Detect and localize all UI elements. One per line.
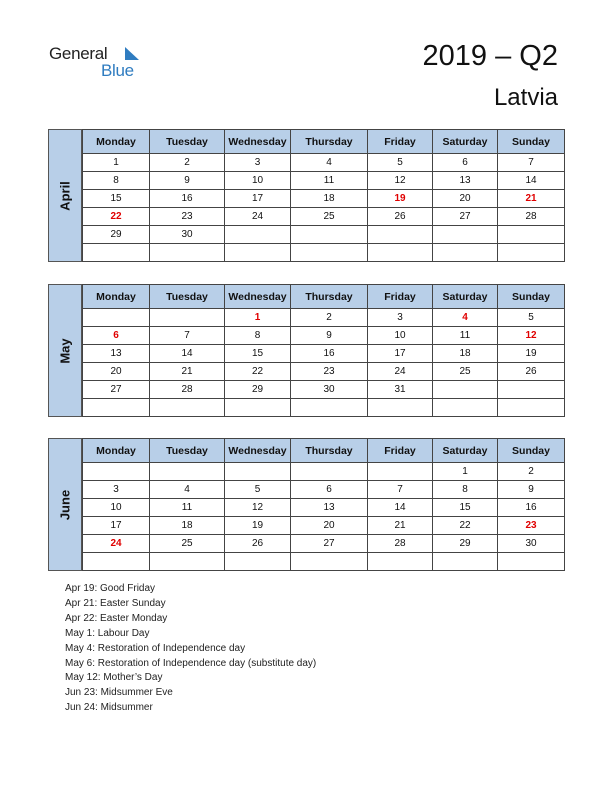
day-cell: 19 xyxy=(225,517,291,535)
empty-day-cell xyxy=(150,463,225,481)
week-row xyxy=(83,226,565,244)
weekday-header: Saturday xyxy=(433,439,498,463)
weekday-header: Friday xyxy=(368,285,433,309)
empty-day-cell xyxy=(291,244,368,262)
day-cell: 28 xyxy=(368,535,433,553)
holiday-note: Apr 22: Easter Monday xyxy=(65,612,168,624)
empty-day-cell xyxy=(368,244,433,262)
brand-blue: Blue xyxy=(101,61,134,80)
week-row xyxy=(83,309,565,327)
holiday-day-cell: 19 xyxy=(368,190,433,208)
empty-day-cell xyxy=(225,463,291,481)
day-cell: 18 xyxy=(291,190,368,208)
day-cell: 20 xyxy=(83,363,150,381)
day-cell: 24 xyxy=(368,363,433,381)
day-cell: 22 xyxy=(225,363,291,381)
empty-day-cell xyxy=(368,463,433,481)
empty-day-cell xyxy=(498,226,565,244)
day-cell: 29 xyxy=(83,226,150,244)
day-cell: 11 xyxy=(150,499,225,517)
holiday-note: May 1: Labour Day xyxy=(65,627,150,639)
day-cell: 26 xyxy=(225,535,291,553)
empty-day-cell xyxy=(150,309,225,327)
day-cell: 3 xyxy=(368,309,433,327)
empty-day-cell xyxy=(498,399,565,417)
empty-day-cell xyxy=(83,244,150,262)
weekday-header: Saturday xyxy=(433,130,498,154)
weekday-header: Tuesday xyxy=(150,439,225,463)
empty-day-cell xyxy=(225,399,291,417)
empty-day-cell xyxy=(498,244,565,262)
flag-icon xyxy=(123,47,141,63)
day-cell: 13 xyxy=(291,499,368,517)
holiday-day-cell: 4 xyxy=(433,309,498,327)
day-cell: 5 xyxy=(368,154,433,172)
holiday-note: May 4: Restoration of Independence day xyxy=(65,642,246,654)
day-cell: 22 xyxy=(433,517,498,535)
day-cell: 14 xyxy=(150,345,225,363)
day-cell: 15 xyxy=(433,499,498,517)
day-cell: 1 xyxy=(83,154,150,172)
weekday-header: Monday xyxy=(83,130,150,154)
holiday-day-cell: 21 xyxy=(498,190,565,208)
day-cell: 17 xyxy=(368,345,433,363)
empty-day-cell xyxy=(433,226,498,244)
month-label xyxy=(48,284,82,417)
day-cell: 16 xyxy=(291,345,368,363)
weekday-header: Wednesday xyxy=(225,439,291,463)
day-cell: 29 xyxy=(225,381,291,399)
empty-day-cell xyxy=(368,226,433,244)
month-table xyxy=(82,438,565,571)
empty-day-cell xyxy=(83,309,150,327)
week-row xyxy=(83,363,565,381)
day-cell: 8 xyxy=(433,481,498,499)
country-name: Latvia xyxy=(493,84,558,111)
day-cell: 20 xyxy=(291,517,368,535)
weekday-header: Wednesday xyxy=(225,130,291,154)
day-cell: 3 xyxy=(225,154,291,172)
empty-day-cell xyxy=(433,553,498,571)
day-cell: 27 xyxy=(83,381,150,399)
day-cell: 10 xyxy=(83,499,150,517)
empty-day-cell xyxy=(433,244,498,262)
week-row xyxy=(83,172,565,190)
week-row xyxy=(83,190,565,208)
day-cell: 15 xyxy=(83,190,150,208)
holiday-note: Apr 19: Good Friday xyxy=(65,583,156,594)
holiday-day-cell: 6 xyxy=(83,327,150,345)
holiday-note: Apr 21: Easter Sunday xyxy=(65,597,166,609)
day-cell: 20 xyxy=(433,190,498,208)
weekday-header: Monday xyxy=(83,439,150,463)
day-cell: 11 xyxy=(433,327,498,345)
month-name: April xyxy=(57,180,73,211)
day-cell: 9 xyxy=(498,481,565,499)
holiday-note: May 12: Mother’s Day xyxy=(65,672,163,684)
day-cell: 6 xyxy=(291,481,368,499)
weekday-header: Sunday xyxy=(498,130,565,154)
empty-day-cell xyxy=(83,553,150,571)
empty-day-cell xyxy=(225,226,291,244)
week-row xyxy=(83,345,565,363)
day-cell: 25 xyxy=(291,208,368,226)
day-cell: 2 xyxy=(498,463,565,481)
day-cell: 1 xyxy=(433,463,498,481)
empty-day-cell xyxy=(498,381,565,399)
day-cell: 12 xyxy=(368,172,433,190)
day-cell: 24 xyxy=(225,208,291,226)
empty-day-cell xyxy=(291,399,368,417)
day-cell: 18 xyxy=(433,345,498,363)
day-cell: 5 xyxy=(498,309,565,327)
month-label xyxy=(48,129,82,262)
week-row xyxy=(83,399,565,417)
day-cell: 4 xyxy=(150,481,225,499)
weekday-header-row xyxy=(83,285,565,309)
day-cell: 30 xyxy=(291,381,368,399)
day-cell: 26 xyxy=(368,208,433,226)
week-row xyxy=(83,381,565,399)
weekday-header: Saturday xyxy=(433,285,498,309)
week-row xyxy=(83,244,565,262)
week-row xyxy=(83,517,565,535)
day-cell: 6 xyxy=(433,154,498,172)
day-cell: 23 xyxy=(291,363,368,381)
day-cell: 7 xyxy=(498,154,565,172)
day-cell: 16 xyxy=(498,499,565,517)
day-cell: 26 xyxy=(498,363,565,381)
day-cell: 27 xyxy=(291,535,368,553)
day-cell: 10 xyxy=(225,172,291,190)
empty-day-cell xyxy=(150,553,225,571)
day-cell: 11 xyxy=(291,172,368,190)
holiday-day-cell: 24 xyxy=(83,535,150,553)
day-cell: 13 xyxy=(83,345,150,363)
day-cell: 17 xyxy=(83,517,150,535)
holiday-notes xyxy=(65,582,316,716)
month-name: June xyxy=(57,489,73,520)
empty-day-cell xyxy=(433,399,498,417)
brand-general: General xyxy=(49,44,108,63)
empty-day-cell xyxy=(150,244,225,262)
holiday-day-cell: 23 xyxy=(498,517,565,535)
day-cell: 8 xyxy=(83,172,150,190)
week-row xyxy=(83,327,565,345)
holiday-day-cell: 22 xyxy=(83,208,150,226)
week-row xyxy=(83,208,565,226)
day-cell: 19 xyxy=(498,345,565,363)
day-cell: 7 xyxy=(368,481,433,499)
empty-day-cell xyxy=(225,553,291,571)
empty-day-cell xyxy=(368,553,433,571)
week-row xyxy=(83,499,565,517)
empty-day-cell xyxy=(150,399,225,417)
empty-day-cell xyxy=(83,463,150,481)
weekday-header: Thursday xyxy=(291,130,368,154)
weekday-header-row xyxy=(83,439,565,463)
weekday-header: Tuesday xyxy=(150,285,225,309)
day-cell: 28 xyxy=(498,208,565,226)
empty-day-cell xyxy=(291,553,368,571)
day-cell: 15 xyxy=(225,345,291,363)
day-cell: 2 xyxy=(291,309,368,327)
weekday-header: Wednesday xyxy=(225,285,291,309)
day-cell: 9 xyxy=(291,327,368,345)
day-cell: 21 xyxy=(150,363,225,381)
weekday-header-row xyxy=(83,130,565,154)
day-cell: 10 xyxy=(368,327,433,345)
day-cell: 2 xyxy=(150,154,225,172)
month-label xyxy=(48,438,82,571)
day-cell: 8 xyxy=(225,327,291,345)
empty-day-cell xyxy=(498,553,565,571)
empty-day-cell xyxy=(225,244,291,262)
day-cell: 14 xyxy=(368,499,433,517)
day-cell: 29 xyxy=(433,535,498,553)
day-cell: 4 xyxy=(291,154,368,172)
day-cell: 25 xyxy=(433,363,498,381)
brand-logo xyxy=(49,44,149,84)
day-cell: 31 xyxy=(368,381,433,399)
holiday-note: May 6: Restoration of Independence day (substitute day) xyxy=(65,657,317,669)
empty-day-cell xyxy=(291,463,368,481)
weekday-header: Monday xyxy=(83,285,150,309)
holiday-note: Jun 23: Midsummer Eve xyxy=(65,687,173,699)
week-row xyxy=(83,463,565,481)
holiday-note: Jun 24: Midsummer xyxy=(65,702,153,714)
month-table xyxy=(82,284,565,417)
day-cell: 14 xyxy=(498,172,565,190)
day-cell: 12 xyxy=(225,499,291,517)
day-cell: 18 xyxy=(150,517,225,535)
empty-day-cell xyxy=(433,381,498,399)
week-row xyxy=(83,481,565,499)
day-cell: 7 xyxy=(150,327,225,345)
weekday-header: Friday xyxy=(368,439,433,463)
day-cell: 3 xyxy=(83,481,150,499)
week-row xyxy=(83,553,565,571)
day-cell: 30 xyxy=(498,535,565,553)
weekday-header: Friday xyxy=(368,130,433,154)
weekday-header: Tuesday xyxy=(150,130,225,154)
week-row xyxy=(83,154,565,172)
holiday-day-cell: 12 xyxy=(498,327,565,345)
empty-day-cell xyxy=(368,399,433,417)
day-cell: 27 xyxy=(433,208,498,226)
day-cell: 13 xyxy=(433,172,498,190)
weekday-header: Sunday xyxy=(498,439,565,463)
day-cell: 25 xyxy=(150,535,225,553)
empty-day-cell xyxy=(291,226,368,244)
day-cell: 9 xyxy=(150,172,225,190)
day-cell: 21 xyxy=(368,517,433,535)
holiday-day-cell: 1 xyxy=(225,309,291,327)
day-cell: 16 xyxy=(150,190,225,208)
day-cell: 5 xyxy=(225,481,291,499)
day-cell: 23 xyxy=(150,208,225,226)
page-title: 2019 – Q2 xyxy=(422,40,558,72)
day-cell: 17 xyxy=(225,190,291,208)
day-cell: 28 xyxy=(150,381,225,399)
week-row xyxy=(83,535,565,553)
month-name: May xyxy=(57,337,73,364)
weekday-header: Sunday xyxy=(498,285,565,309)
empty-day-cell xyxy=(83,399,150,417)
weekday-header: Thursday xyxy=(291,285,368,309)
month-table xyxy=(82,129,565,262)
weekday-header: Thursday xyxy=(291,439,368,463)
day-cell: 30 xyxy=(150,226,225,244)
